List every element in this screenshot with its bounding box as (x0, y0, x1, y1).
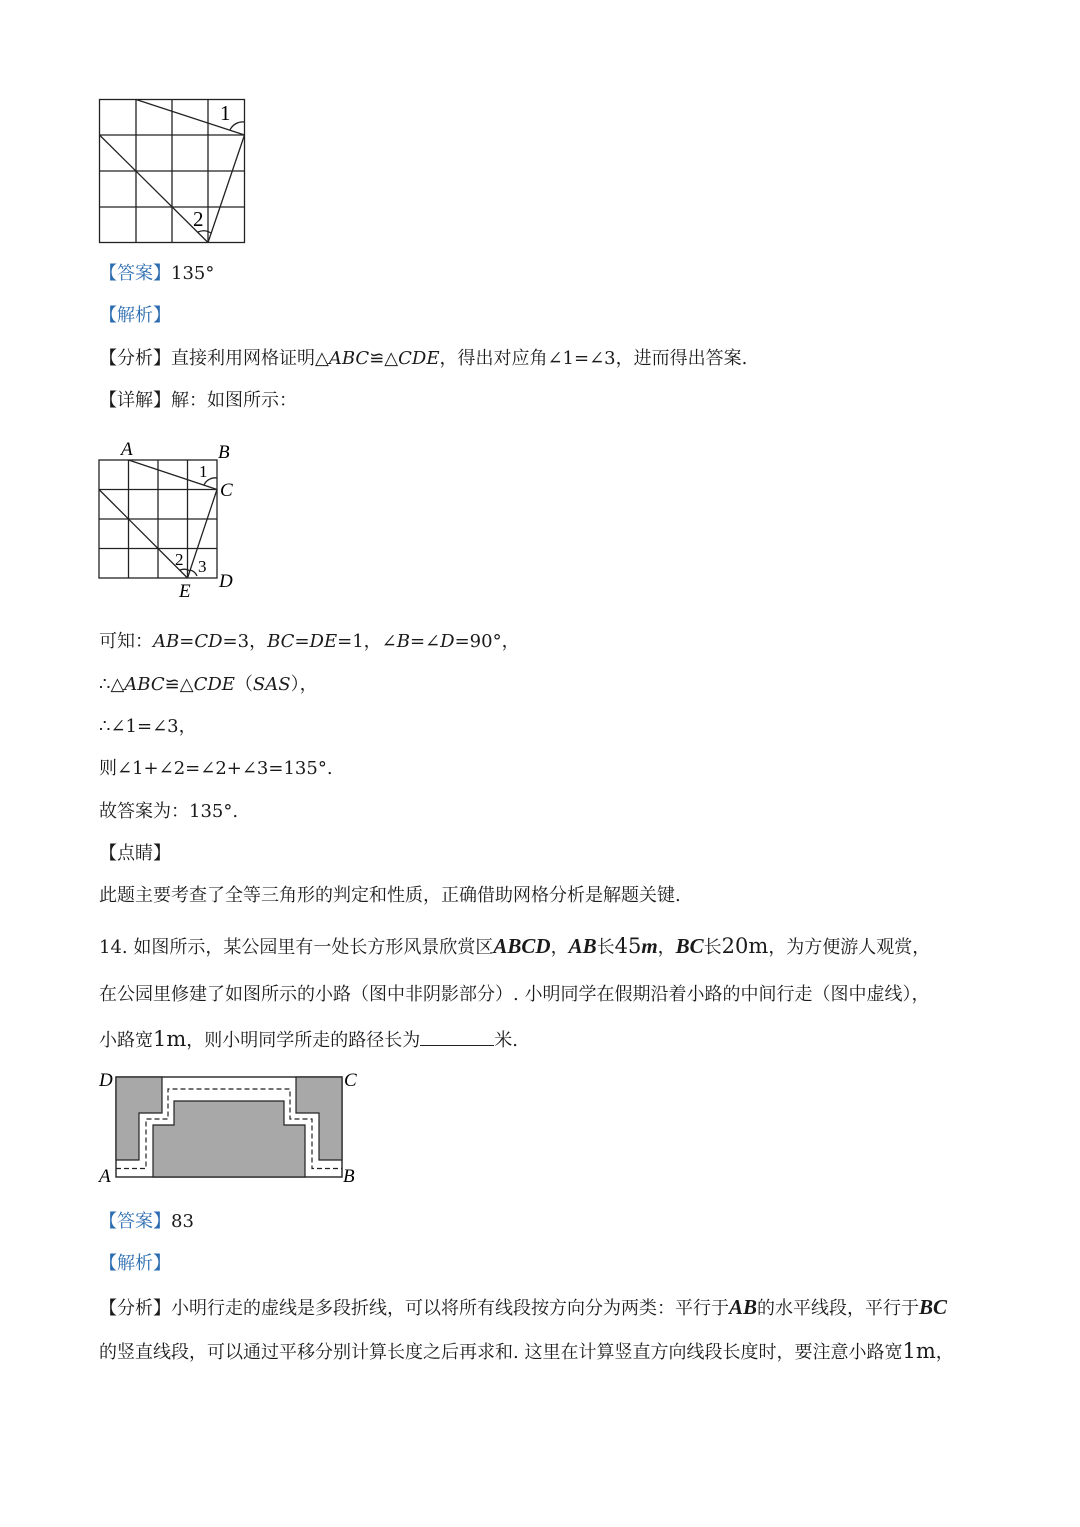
step-line-1 (99, 630, 520, 654)
dianjing-text: 此题主要考查了全等三角形的判定和性质，正确借助网格分析是解题关键. (99, 885, 681, 906)
fenxi-text: ， (935, 1342, 954, 1363)
fenxi-text: 的水平线段，平行于 (757, 1298, 920, 1319)
unit-m: m (641, 934, 658, 958)
question-text: 在公园里修建了如图所示的小路（图中非阴影部分）. 小明同学在假期沿着小路的中间行走（图中虚线）， (99, 984, 930, 1005)
step-text: 可知： (99, 631, 153, 652)
question-text: 长 (703, 937, 722, 958)
jiexi-line-1 (99, 304, 171, 328)
step-line-5 (99, 800, 238, 824)
question-text: ， (657, 937, 676, 958)
question-text: 如图所示，某公园里有一处长方形风景欣赏区 (133, 937, 494, 958)
jiexi-tag: 【解析】 (99, 1253, 171, 1274)
step-text: 则∠1+∠2=∠2+∠3=135°. (99, 758, 333, 779)
value-45: 45 (614, 934, 642, 958)
xiangjie-text: 解：如图所示： (171, 390, 297, 411)
math-ab: AB (729, 1295, 758, 1319)
fenxi-text: 直接利用网格证明△ (171, 348, 329, 369)
xiangjie-tag: 【详解】 (99, 390, 171, 411)
question-text: 小路宽 (99, 1030, 153, 1051)
angle-1-label: 1 (199, 462, 208, 481)
dianjing-line (99, 842, 171, 866)
step-text: = (179, 631, 195, 652)
dianjing-tag: 【点睛】 (99, 843, 171, 864)
question-text: 米. (494, 1030, 519, 1051)
answer-blank (420, 1027, 494, 1046)
fenxi-text: 小明行走的虚线是多段折线，可以将所有线段按方向分为两类：平行于 (171, 1298, 729, 1319)
math-cde: CDE (398, 348, 440, 369)
fenxi-line-2a (99, 1293, 947, 1323)
point-b-label: B (218, 442, 230, 463)
fenxi-tag: 【分析】 (99, 1298, 171, 1319)
fenxi-line-2b (99, 1337, 954, 1367)
question-14-line-3 (99, 1025, 518, 1055)
step-line-2 (99, 673, 318, 697)
angle-1-label: 1 (220, 101, 231, 125)
grid-figure-1 (98, 98, 248, 246)
grid-figure-2 (96, 436, 246, 602)
fenxi-text: 的竖直线段，可以通过平移分别计算长度之后再求和. 这里在计算竖直方向线段长度时，要注意小路宽 (99, 1342, 903, 1363)
angle-3-label: 3 (198, 557, 207, 576)
step-text: =1，∠ (337, 631, 397, 652)
math-cde: CDE (193, 674, 235, 695)
math-ab: AB (568, 934, 597, 958)
point-d-label: D (219, 571, 233, 592)
step-text: = (294, 631, 310, 652)
math-cd: CD (194, 631, 223, 652)
step-text: 故答案为：135°. (99, 801, 239, 822)
step-text: =3， (222, 631, 268, 652)
step-text: =90°， (454, 631, 520, 652)
park-figure (96, 1064, 366, 1188)
corner-c-label: C (344, 1070, 357, 1091)
math-bc: BC (267, 631, 295, 652)
question-text: ， (550, 937, 569, 958)
point-c-label: C (220, 480, 233, 501)
math-abcd: ABCD (493, 934, 551, 958)
answer-tag: 【答案】 (99, 263, 171, 284)
step-text: =∠ (409, 631, 441, 652)
fenxi-text: ≌△ (369, 348, 399, 369)
answer-line-1 (99, 262, 214, 286)
value-1m: 1m (902, 1339, 936, 1363)
angle-2-label: 2 (193, 207, 204, 231)
question-14-line-1 (99, 932, 930, 962)
answer-tag: 【答案】 (99, 1211, 171, 1232)
fenxi-tag: 【分析】 (99, 348, 171, 369)
value-1m: 1m (153, 1027, 187, 1051)
math-b: B (396, 631, 410, 652)
math-abc: ABC (124, 674, 165, 695)
value-20m: 20m (721, 934, 769, 958)
question-text: ，为方便游人观赏， (768, 937, 931, 958)
question-text: ，则小明同学所走的路径长为 (186, 1030, 421, 1051)
corner-b-label: B (343, 1166, 355, 1187)
math-bc: BC (919, 1295, 948, 1319)
jiexi-tag: 【解析】 (99, 305, 171, 326)
point-a-label: A (121, 439, 133, 460)
math-sas: SAS (252, 674, 291, 695)
math-abc: ABC (328, 348, 370, 369)
answer-value: 135° (171, 263, 215, 284)
answer-value: 83 (171, 1211, 194, 1232)
angle-2-label: 2 (175, 550, 184, 569)
question-14-line-2 (99, 983, 929, 1007)
step-text: （ (234, 674, 253, 695)
question-text: 长 (596, 937, 615, 958)
fenxi-text: ，得出对应角∠1=∠3，进而得出答案. (439, 348, 748, 369)
jiexi-line-2 (99, 1252, 171, 1276)
step-text: ∴△ (99, 674, 125, 695)
step-text: ≌△ (164, 674, 194, 695)
math-bc: BC (675, 934, 704, 958)
xiangjie-line-1 (99, 389, 297, 413)
step-line-4 (99, 757, 333, 781)
question-number: 14. (99, 937, 128, 958)
step-line-3 (99, 715, 197, 739)
answer-line-2 (99, 1210, 194, 1234)
corner-a-label: A (99, 1166, 111, 1187)
step-text: ∴∠1=∠3， (99, 716, 197, 737)
fenxi-line-1 (99, 347, 747, 371)
math-ab: AB (153, 631, 180, 652)
math-de: DE (309, 631, 338, 652)
point-e-label: E (179, 581, 191, 602)
step-text: ）， (290, 674, 318, 695)
dianjing-text-line (99, 884, 681, 908)
math-d: D (440, 631, 455, 652)
corner-d-label: D (99, 1070, 113, 1091)
